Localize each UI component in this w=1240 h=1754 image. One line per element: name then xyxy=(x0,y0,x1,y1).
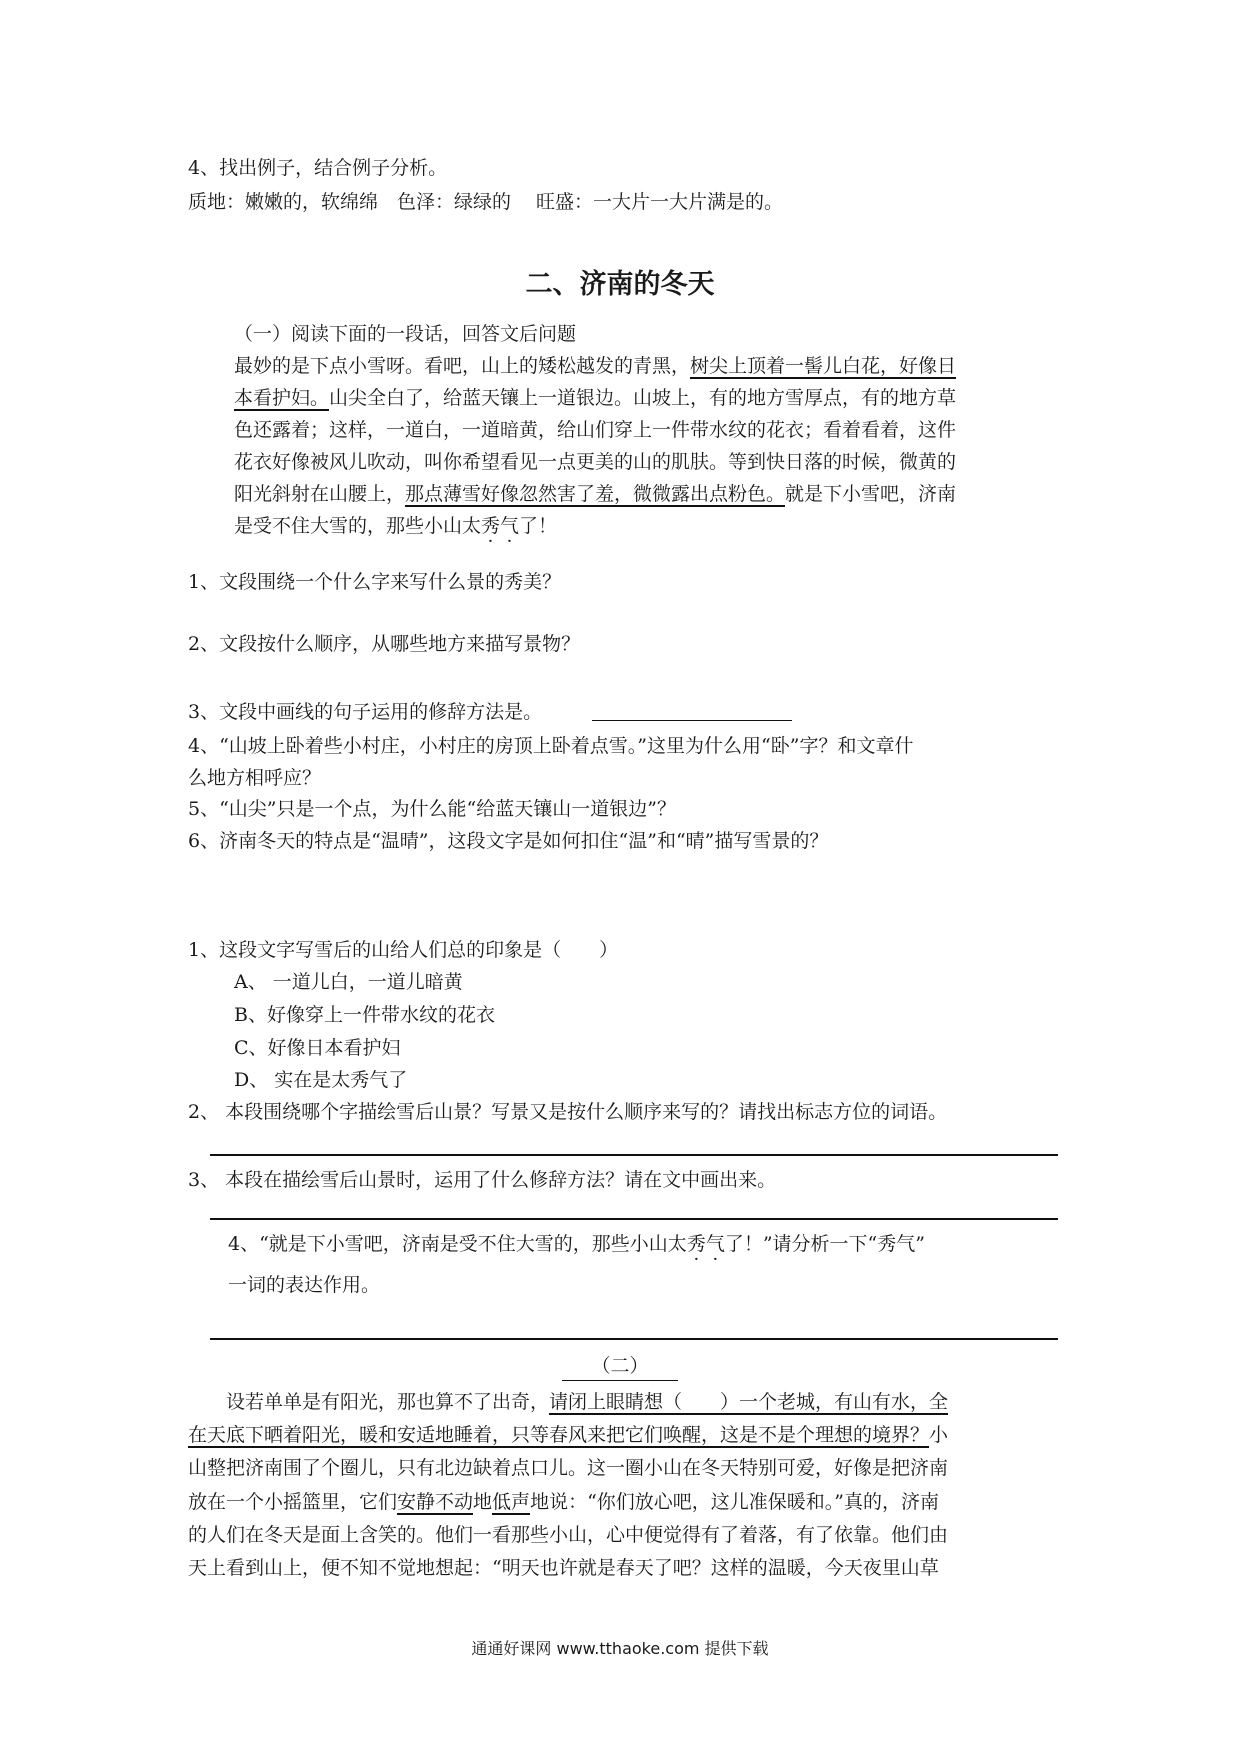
underlined-sentence: 在天底下晒着阳光，暖和安适地睡着，只等春风来把它们唤醒，这是不是个理想的境界？ xyxy=(188,1424,930,1446)
passage-line: 天上看到山上，便不知不觉地想起：“明天也许就是春天了吧？这样的温暖，今天夜里山草 xyxy=(188,1557,939,1579)
option: C、好像日本看护妇 xyxy=(234,1037,401,1059)
page-footer: 通通好课网 www.tthaoke.com 提供下载 xyxy=(471,1639,769,1658)
question: 么地方相呼应？ xyxy=(188,767,322,789)
option: D、 实在是太秀气了 xyxy=(234,1069,408,1091)
underlined-sentence: 本看护妇。 xyxy=(234,387,330,409)
passage-text: 放在一个小摇篮里，它们 xyxy=(188,1491,398,1513)
question: 1、这段文字写雪后的山给人们总的印象是（ ） xyxy=(188,939,619,961)
answer-line[interactable] xyxy=(210,1154,1058,1156)
underlined-sentence: 请闭上眼睛想（ ）一个老城，有山有水，全 xyxy=(549,1391,949,1413)
passage-line xyxy=(234,514,557,538)
emphasis-char: 气 xyxy=(500,515,520,537)
exercise-line: 4、找出例子，结合例子分析。 xyxy=(188,157,448,179)
question: 4、“山坡上卧着些小村庄，小村庄的房顶上卧着点雪。”这里为什么用“卧”字？和文章什 xyxy=(188,735,914,757)
question: 1、文段围绕一个什么字来写什么景的秀美？ xyxy=(188,571,562,593)
underlined-sentence: 树尖上顶着一髻儿白花，好像日 xyxy=(690,355,957,377)
exercise-line: 质地：嫩嫩的，软绵绵 色泽：绿绿的 旺盛：一大片一大片满是的。 xyxy=(188,191,784,213)
passage-text: 地说：“你们放心吧，这儿准保暖和。”真的，济南 xyxy=(530,1491,939,1513)
passage-text: 是受不住大雪的，那些小山太 xyxy=(234,515,482,537)
question: 3、文段中画线的句子运用的修辞方法是。 xyxy=(188,701,543,723)
question: 6、济南冬天的特点是“温晴”，这段文字是如何扣住“温”和“晴”描写雪景的？ xyxy=(188,830,829,852)
question-text: 了！”请分析一下“秀气” xyxy=(724,1233,925,1255)
heading-underline xyxy=(562,1380,678,1381)
passage-line: 的人们在冬天是面上含笑的。他们一看那些小山，心中便觉得有了着落，有了依靠。他们由 xyxy=(188,1524,949,1546)
question: 2、文段按什么顺序，从哪些地方来描写景物？ xyxy=(188,633,581,655)
question-text: 4、“就是下小雪吧，济南是受不住大雪的，那些小山太 xyxy=(228,1233,687,1255)
passage-text: 地 xyxy=(473,1491,493,1513)
underlined-sentence: 那点薄雪好像忽然害了羞，微微露出点粉色。 xyxy=(405,483,786,505)
option: A、 一道儿白，一道儿暗黄 xyxy=(234,971,463,993)
passage-line xyxy=(188,1423,948,1447)
passage-text: 阳光斜射在山腰上， xyxy=(234,483,406,505)
passage-text: 就是下小雪吧，济南 xyxy=(785,483,957,505)
underlined-word: 低声 xyxy=(492,1491,531,1513)
passage-text: 小 xyxy=(929,1424,949,1446)
reading-heading: （二） xyxy=(591,1355,649,1377)
passage-line xyxy=(234,386,956,410)
passage-line: 山整把济南围了个圈儿，只有北边缺着点口儿。这一圈小山在冬天特别可爱，好像是把济南 xyxy=(188,1457,949,1479)
passage-text: 了！ xyxy=(519,515,558,537)
answer-blank[interactable] xyxy=(592,720,792,721)
passage-text: 最妙的是下点小雪呀。看吧，山上的矮松越发的青黑， xyxy=(234,355,691,377)
option: B、好像穿上一件带水纹的花衣 xyxy=(234,1004,495,1026)
question: 2、 本段围绕哪个字描绘雪后山景？写景又是按什么顺序来写的？请找出标志方位的词语。 xyxy=(188,1101,948,1123)
emphasis-char: 秀 xyxy=(686,1233,706,1255)
section-title: 二、济南的冬天 xyxy=(525,269,715,300)
underlined-word: 安静不动 xyxy=(397,1491,474,1513)
question: 5、“山尖”只是一个点，为什么能“给蓝天镶山一道银边”？ xyxy=(188,798,676,820)
passage-text: 设若单单是有阳光，那也算不了出奇， xyxy=(188,1391,550,1413)
question xyxy=(228,1232,925,1256)
passage-line xyxy=(234,354,956,378)
passage-line xyxy=(234,482,956,506)
question: 3、 本段在描绘雪后山景时，运用了什么修辞方法？请在文中画出来。 xyxy=(188,1169,777,1191)
passage-line: 花衣好像被风儿吹动，叫你希望看见一点更美的山的肌肤。等到快日落的时候，微黄的 xyxy=(234,451,957,473)
passage-line xyxy=(188,1490,939,1514)
answer-line[interactable] xyxy=(210,1338,1058,1340)
question: 一词的表达作用。 xyxy=(228,1274,381,1296)
passage-line: 色还露着；这样，一道白，一道暗黄，给山们穿上一件带水纹的花衣；看着看着，这件 xyxy=(234,419,957,441)
passage-line xyxy=(188,1390,948,1414)
emphasis-char: 气 xyxy=(705,1233,725,1255)
answer-line[interactable] xyxy=(210,1218,1058,1220)
passage-text: 山尖全白了，给蓝天镶上一道银边。山坡上，有的地方雪厚点，有的地方草 xyxy=(329,387,957,409)
reading-heading: （一）阅读下面的一段话，回答文后问题 xyxy=(234,323,577,345)
emphasis-char: 秀 xyxy=(481,515,501,537)
